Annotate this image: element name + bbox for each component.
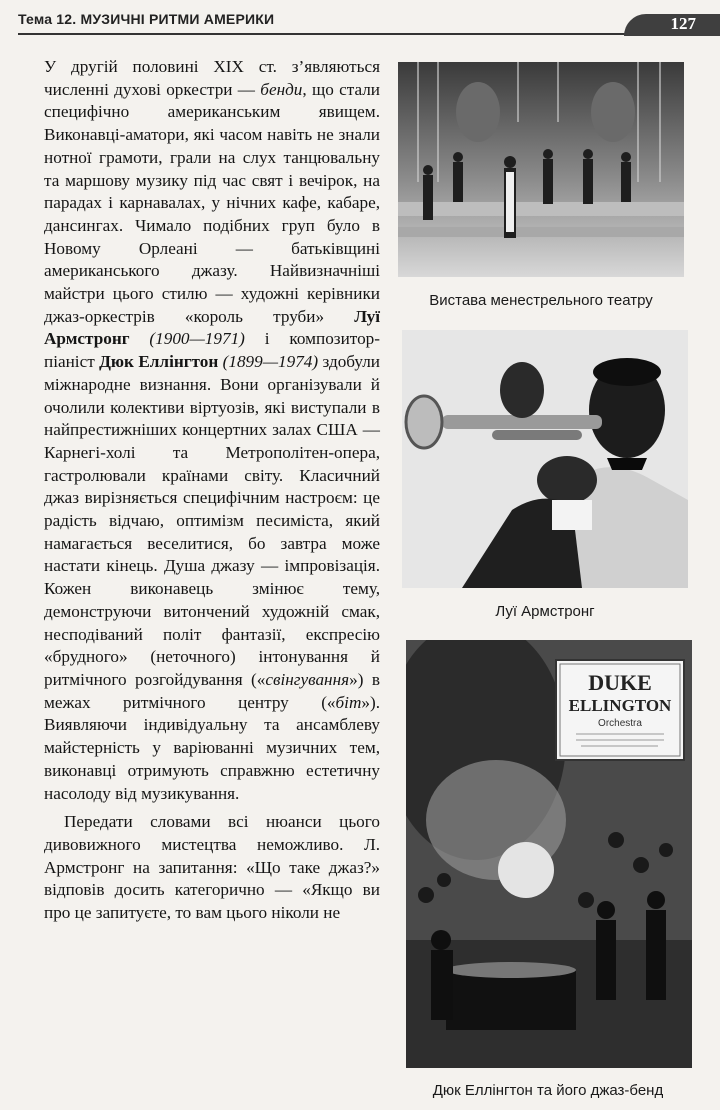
poster-line-1: DUKE [588, 670, 652, 695]
paragraph-1: У другій половині XIX ст. з’являються численні духові оркестри — бенди, що стали специфічно американським явищем. Виконавці-аматори, які часом навіть не знали нотної грамоти, грали на слух танцювальну та маршову музику під час свят і вечірок, на парадах і карнавалах, у нічних кафе, кабаре, дансингах. Чимало подібних груп було в Новому Орлеані — батьківщині американського джазу. Найвизначніші майстри цього стилю — художні керівники джаз-оркестрів «король труби» Луї Армстронг (1900—1971) і композитор-піаніст Дюк Еллінгтон (1899—1974) здобули міжнародне визнання. Вони організували й очолили колективи віртуозів, які виступали в найпрестижніших концертних залах США — Карнегі-холі та Метрополітен-опера, гастролювали країнами світу. Класичний джаз вирізняється специфічним настроєм: це радість відчаю, оптимізм песиміста, який намагається веселитися, бо завтра може настати кінець. Душа джазу — імпровізація. Кожен виконавець змінює тему, демонструючи витончений художній смак, несподіваний політ фантазії, експресію «брудного» (неточного) інтонування й ритмічного розгойдування («свінгування») в межах ритмічного центру («біт»). Виявляючи індивідуальну та ансамблеву майстерність у варіюванні музичних тем, виконавці отримують справжню естетичну насолоду від музикування. [44, 57, 381, 803]
louis-armstrong-photo [402, 330, 688, 588]
page-header [0, 0, 720, 38]
header-rule [18, 33, 720, 35]
duke-ellington-band-photo [406, 640, 692, 1068]
poster-line-3: Orchestra [598, 718, 642, 729]
figure-caption: Дюк Еллінгтон та його джаз-бенд [432, 1082, 664, 1099]
chapter-title: Тема 12. МУЗИЧНІ РИТМИ АМЕРИКИ [18, 11, 275, 27]
body-text [44, 56, 380, 925]
figure-caption: Луї Армстронг [495, 603, 595, 620]
page-number: 127 [670, 14, 696, 33]
paragraph-2: Передати словами всі нюанси цього дивовижного мистецтва неможливо. Л. Армстронг на запитання: «Що таке джаз?» відповів досить категорично — «Якщо ви про це запитуєте, то вам цього ніколи не [44, 812, 380, 923]
poster-line-2: ELLINGTON [568, 696, 672, 715]
minstrel-theatre-photo [398, 62, 684, 277]
figure-caption: Вистава менестрельного театру [429, 292, 653, 309]
